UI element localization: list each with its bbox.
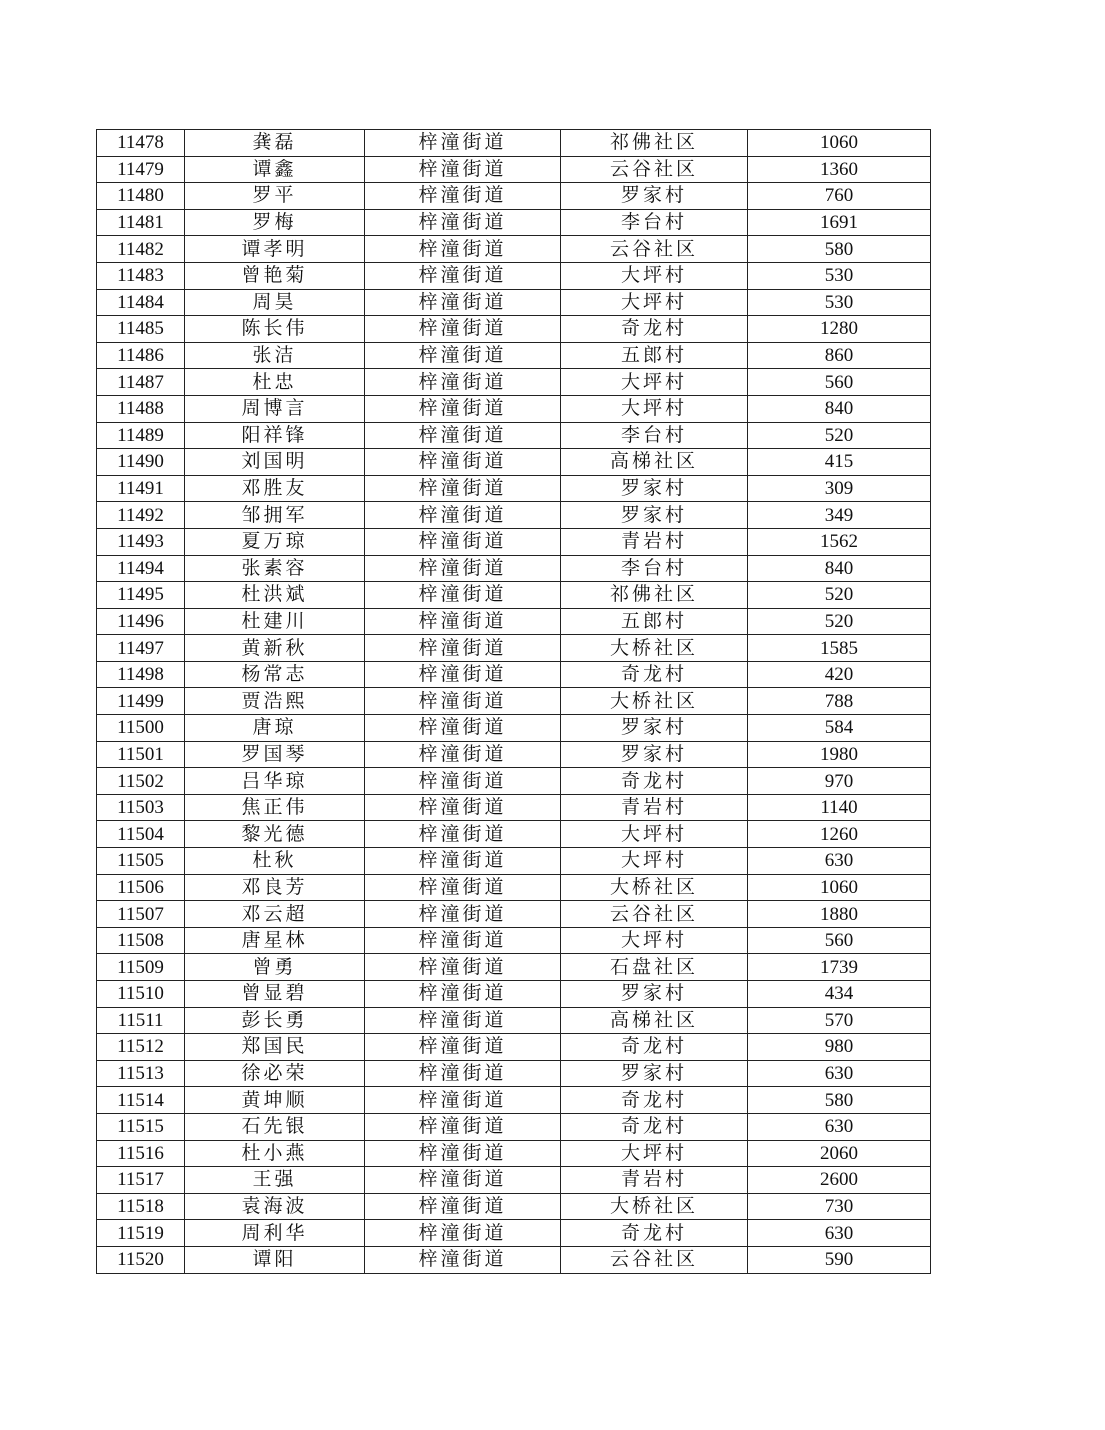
person-name-cell: 袁海波	[185, 1193, 365, 1220]
village-cell: 大坪村	[561, 395, 748, 422]
village-cell: 五郎村	[561, 608, 748, 635]
amount-cell: 630	[748, 1220, 931, 1247]
street-cell: 梓潼街道	[365, 715, 561, 742]
village-cell: 大坪村	[561, 821, 748, 848]
row-number-cell: 11502	[97, 768, 185, 795]
table-row	[97, 236, 931, 263]
row-number-cell: 11504	[97, 821, 185, 848]
row-number-cell: 11495	[97, 582, 185, 609]
village-cell: 五郎村	[561, 342, 748, 369]
village-cell: 李台村	[561, 422, 748, 449]
amount-cell: 970	[748, 768, 931, 795]
person-name-cell: 周博言	[185, 395, 365, 422]
village-cell: 云谷社区	[561, 901, 748, 928]
amount-cell: 530	[748, 262, 931, 289]
table-row	[97, 1060, 931, 1087]
table-row	[97, 661, 931, 688]
table-row	[97, 1246, 931, 1273]
amount-cell: 420	[748, 661, 931, 688]
person-name-cell: 罗国琴	[185, 741, 365, 768]
village-cell: 奇龙村	[561, 1087, 748, 1114]
row-number-cell: 11478	[97, 130, 185, 157]
row-number-cell: 11509	[97, 954, 185, 981]
row-number-cell: 11497	[97, 635, 185, 662]
street-cell: 梓潼街道	[365, 688, 561, 715]
amount-cell: 580	[748, 236, 931, 263]
street-cell: 梓潼街道	[365, 236, 561, 263]
amount-cell: 1691	[748, 209, 931, 236]
amount-cell: 2060	[748, 1140, 931, 1167]
person-name-cell: 王强	[185, 1167, 365, 1194]
person-name-cell: 曾显碧	[185, 981, 365, 1008]
table-row	[97, 555, 931, 582]
person-name-cell: 杜建川	[185, 608, 365, 635]
row-number-cell: 11515	[97, 1113, 185, 1140]
person-name-cell: 唐星林	[185, 927, 365, 954]
street-cell: 梓潼街道	[365, 608, 561, 635]
person-name-cell: 邓良芳	[185, 874, 365, 901]
street-cell: 梓潼街道	[365, 954, 561, 981]
village-cell: 大坪村	[561, 262, 748, 289]
row-number-cell: 11506	[97, 874, 185, 901]
table-row	[97, 901, 931, 928]
village-cell: 青岩村	[561, 794, 748, 821]
street-cell: 梓潼街道	[365, 1246, 561, 1273]
amount-cell: 520	[748, 608, 931, 635]
amount-cell: 434	[748, 981, 931, 1008]
village-cell: 李台村	[561, 209, 748, 236]
amount-cell: 1140	[748, 794, 931, 821]
village-cell: 祁佛社区	[561, 130, 748, 157]
person-name-cell: 杜忠	[185, 369, 365, 396]
person-name-cell: 罗平	[185, 183, 365, 210]
village-cell: 祁佛社区	[561, 582, 748, 609]
village-cell: 奇龙村	[561, 661, 748, 688]
amount-cell: 1880	[748, 901, 931, 928]
village-cell: 石盘社区	[561, 954, 748, 981]
row-number-cell: 11499	[97, 688, 185, 715]
village-cell: 罗家村	[561, 981, 748, 1008]
table-row	[97, 874, 931, 901]
table-row	[97, 715, 931, 742]
village-cell: 罗家村	[561, 1060, 748, 1087]
person-name-cell: 贾浩熙	[185, 688, 365, 715]
village-cell: 奇龙村	[561, 1034, 748, 1061]
person-name-cell: 谭鑫	[185, 156, 365, 183]
row-number-cell: 11498	[97, 661, 185, 688]
row-number-cell: 11489	[97, 422, 185, 449]
amount-cell: 2600	[748, 1167, 931, 1194]
person-name-cell: 唐琼	[185, 715, 365, 742]
street-cell: 梓潼街道	[365, 342, 561, 369]
street-cell: 梓潼街道	[365, 475, 561, 502]
street-cell: 梓潼街道	[365, 635, 561, 662]
village-cell: 云谷社区	[561, 1246, 748, 1273]
street-cell: 梓潼街道	[365, 874, 561, 901]
village-cell: 大桥社区	[561, 688, 748, 715]
table-row	[97, 502, 931, 529]
amount-cell: 630	[748, 848, 931, 875]
person-name-cell: 张洁	[185, 342, 365, 369]
row-number-cell: 11490	[97, 449, 185, 476]
table-row	[97, 449, 931, 476]
roster-table-body	[97, 130, 931, 1274]
amount-cell: 1060	[748, 874, 931, 901]
row-number-cell: 11479	[97, 156, 185, 183]
village-cell: 大坪村	[561, 1140, 748, 1167]
table-row	[97, 528, 931, 555]
person-name-cell: 杜秋	[185, 848, 365, 875]
village-cell: 罗家村	[561, 741, 748, 768]
table-row	[97, 794, 931, 821]
amount-cell: 788	[748, 688, 931, 715]
person-name-cell: 杜洪斌	[185, 582, 365, 609]
row-number-cell: 11503	[97, 794, 185, 821]
table-row	[97, 582, 931, 609]
table-row	[97, 1220, 931, 1247]
table-row	[97, 741, 931, 768]
person-name-cell: 谭阳	[185, 1246, 365, 1273]
street-cell: 梓潼街道	[365, 130, 561, 157]
table-row	[97, 130, 931, 157]
amount-cell: 760	[748, 183, 931, 210]
person-name-cell: 刘国明	[185, 449, 365, 476]
person-name-cell: 吕华琼	[185, 768, 365, 795]
table-row	[97, 848, 931, 875]
village-cell: 罗家村	[561, 183, 748, 210]
person-name-cell: 彭长勇	[185, 1007, 365, 1034]
amount-cell: 630	[748, 1113, 931, 1140]
amount-cell: 860	[748, 342, 931, 369]
street-cell: 梓潼街道	[365, 1060, 561, 1087]
street-cell: 梓潼街道	[365, 316, 561, 343]
amount-cell: 980	[748, 1034, 931, 1061]
village-cell: 大坪村	[561, 848, 748, 875]
village-cell: 罗家村	[561, 715, 748, 742]
amount-cell: 1980	[748, 741, 931, 768]
row-number-cell: 11481	[97, 209, 185, 236]
person-name-cell: 杜小燕	[185, 1140, 365, 1167]
table-row	[97, 688, 931, 715]
amount-cell: 1739	[748, 954, 931, 981]
street-cell: 梓潼街道	[365, 1140, 561, 1167]
table-row	[97, 635, 931, 662]
person-name-cell: 郑国民	[185, 1034, 365, 1061]
person-name-cell: 邓云超	[185, 901, 365, 928]
street-cell: 梓潼街道	[365, 422, 561, 449]
amount-cell: 1585	[748, 635, 931, 662]
amount-cell: 309	[748, 475, 931, 502]
amount-cell: 1360	[748, 156, 931, 183]
table-row	[97, 316, 931, 343]
street-cell: 梓潼街道	[365, 183, 561, 210]
table-row	[97, 1087, 931, 1114]
village-cell: 大坪村	[561, 369, 748, 396]
table-row	[97, 768, 931, 795]
person-name-cell: 阳祥锋	[185, 422, 365, 449]
street-cell: 梓潼街道	[365, 821, 561, 848]
street-cell: 梓潼街道	[365, 1167, 561, 1194]
table-row	[97, 1140, 931, 1167]
amount-cell: 1260	[748, 821, 931, 848]
row-number-cell: 11511	[97, 1007, 185, 1034]
street-cell: 梓潼街道	[365, 901, 561, 928]
table-row	[97, 981, 931, 1008]
amount-cell: 840	[748, 555, 931, 582]
table-row	[97, 156, 931, 183]
village-cell: 大桥社区	[561, 635, 748, 662]
table-row	[97, 1193, 931, 1220]
row-number-cell: 11516	[97, 1140, 185, 1167]
person-name-cell: 石先银	[185, 1113, 365, 1140]
amount-cell: 570	[748, 1007, 931, 1034]
street-cell: 梓潼街道	[365, 1087, 561, 1114]
street-cell: 梓潼街道	[365, 981, 561, 1008]
amount-cell: 415	[748, 449, 931, 476]
amount-cell: 1562	[748, 528, 931, 555]
person-name-cell: 周利华	[185, 1220, 365, 1247]
village-cell: 大桥社区	[561, 874, 748, 901]
table-row	[97, 1167, 931, 1194]
person-name-cell: 曾勇	[185, 954, 365, 981]
table-row	[97, 1007, 931, 1034]
table-row	[97, 954, 931, 981]
street-cell: 梓潼街道	[365, 555, 561, 582]
amount-cell: 590	[748, 1246, 931, 1273]
street-cell: 梓潼街道	[365, 1007, 561, 1034]
row-number-cell: 11519	[97, 1220, 185, 1247]
row-number-cell: 11512	[97, 1034, 185, 1061]
table-row	[97, 1034, 931, 1061]
person-name-cell: 周昊	[185, 289, 365, 316]
table-row	[97, 475, 931, 502]
village-cell: 奇龙村	[561, 316, 748, 343]
person-name-cell: 黄新秋	[185, 635, 365, 662]
village-cell: 大坪村	[561, 927, 748, 954]
person-name-cell: 夏万琼	[185, 528, 365, 555]
village-cell: 高梯社区	[561, 1007, 748, 1034]
street-cell: 梓潼街道	[365, 768, 561, 795]
street-cell: 梓潼街道	[365, 156, 561, 183]
person-name-cell: 黄坤顺	[185, 1087, 365, 1114]
village-cell: 青岩村	[561, 528, 748, 555]
street-cell: 梓潼街道	[365, 369, 561, 396]
person-name-cell: 焦正伟	[185, 794, 365, 821]
village-cell: 高梯社区	[561, 449, 748, 476]
row-number-cell: 11488	[97, 395, 185, 422]
row-number-cell: 11493	[97, 528, 185, 555]
street-cell: 梓潼街道	[365, 449, 561, 476]
person-name-cell: 徐必荣	[185, 1060, 365, 1087]
person-name-cell: 曾艳菊	[185, 262, 365, 289]
street-cell: 梓潼街道	[365, 262, 561, 289]
village-cell: 奇龙村	[561, 768, 748, 795]
person-name-cell: 邹拥军	[185, 502, 365, 529]
row-number-cell: 11517	[97, 1167, 185, 1194]
person-name-cell: 罗梅	[185, 209, 365, 236]
village-cell: 青岩村	[561, 1167, 748, 1194]
person-name-cell: 张素容	[185, 555, 365, 582]
amount-cell: 560	[748, 369, 931, 396]
street-cell: 梓潼街道	[365, 1220, 561, 1247]
street-cell: 梓潼街道	[365, 741, 561, 768]
village-cell: 大桥社区	[561, 1193, 748, 1220]
row-number-cell: 11508	[97, 927, 185, 954]
street-cell: 梓潼街道	[365, 848, 561, 875]
table-row	[97, 422, 931, 449]
amount-cell: 349	[748, 502, 931, 529]
row-number-cell: 11507	[97, 901, 185, 928]
row-number-cell: 11501	[97, 741, 185, 768]
row-number-cell: 11491	[97, 475, 185, 502]
village-cell: 大坪村	[561, 289, 748, 316]
table-row	[97, 395, 931, 422]
street-cell: 梓潼街道	[365, 1113, 561, 1140]
street-cell: 梓潼街道	[365, 661, 561, 688]
row-number-cell: 11514	[97, 1087, 185, 1114]
table-row	[97, 342, 931, 369]
amount-cell: 560	[748, 927, 931, 954]
village-cell: 奇龙村	[561, 1113, 748, 1140]
street-cell: 梓潼街道	[365, 395, 561, 422]
table-row	[97, 369, 931, 396]
row-number-cell: 11496	[97, 608, 185, 635]
row-number-cell: 11494	[97, 555, 185, 582]
row-number-cell: 11483	[97, 262, 185, 289]
amount-cell: 584	[748, 715, 931, 742]
village-cell: 罗家村	[561, 502, 748, 529]
street-cell: 梓潼街道	[365, 794, 561, 821]
table-row	[97, 183, 931, 210]
amount-cell: 840	[748, 395, 931, 422]
row-number-cell: 11500	[97, 715, 185, 742]
row-number-cell: 11513	[97, 1060, 185, 1087]
person-name-cell: 陈长伟	[185, 316, 365, 343]
table-row	[97, 289, 931, 316]
table-row	[97, 1113, 931, 1140]
street-cell: 梓潼街道	[365, 289, 561, 316]
amount-cell: 630	[748, 1060, 931, 1087]
village-cell: 云谷社区	[561, 236, 748, 263]
row-number-cell: 11486	[97, 342, 185, 369]
amount-cell: 1280	[748, 316, 931, 343]
village-cell: 云谷社区	[561, 156, 748, 183]
person-name-cell: 龚磊	[185, 130, 365, 157]
village-cell: 罗家村	[561, 475, 748, 502]
street-cell: 梓潼街道	[365, 209, 561, 236]
person-name-cell: 杨常志	[185, 661, 365, 688]
table-row	[97, 608, 931, 635]
table-row	[97, 209, 931, 236]
table-row	[97, 821, 931, 848]
row-number-cell: 11492	[97, 502, 185, 529]
street-cell: 梓潼街道	[365, 528, 561, 555]
row-number-cell: 11510	[97, 981, 185, 1008]
amount-cell: 730	[748, 1193, 931, 1220]
street-cell: 梓潼街道	[365, 502, 561, 529]
person-name-cell: 谭孝明	[185, 236, 365, 263]
table-row	[97, 927, 931, 954]
amount-cell: 1060	[748, 130, 931, 157]
street-cell: 梓潼街道	[365, 582, 561, 609]
row-number-cell: 11518	[97, 1193, 185, 1220]
row-number-cell: 11482	[97, 236, 185, 263]
amount-cell: 520	[748, 422, 931, 449]
row-number-cell: 11505	[97, 848, 185, 875]
row-number-cell: 11520	[97, 1246, 185, 1273]
person-name-cell: 邓胜友	[185, 475, 365, 502]
street-cell: 梓潼街道	[365, 1034, 561, 1061]
amount-cell: 530	[748, 289, 931, 316]
roster-table	[96, 129, 931, 1274]
row-number-cell: 11484	[97, 289, 185, 316]
street-cell: 梓潼街道	[365, 927, 561, 954]
amount-cell: 580	[748, 1087, 931, 1114]
amount-cell: 520	[748, 582, 931, 609]
village-cell: 李台村	[561, 555, 748, 582]
person-name-cell: 黎光德	[185, 821, 365, 848]
street-cell: 梓潼街道	[365, 1193, 561, 1220]
village-cell: 奇龙村	[561, 1220, 748, 1247]
row-number-cell: 11487	[97, 369, 185, 396]
row-number-cell: 11480	[97, 183, 185, 210]
row-number-cell: 11485	[97, 316, 185, 343]
table-row	[97, 262, 931, 289]
